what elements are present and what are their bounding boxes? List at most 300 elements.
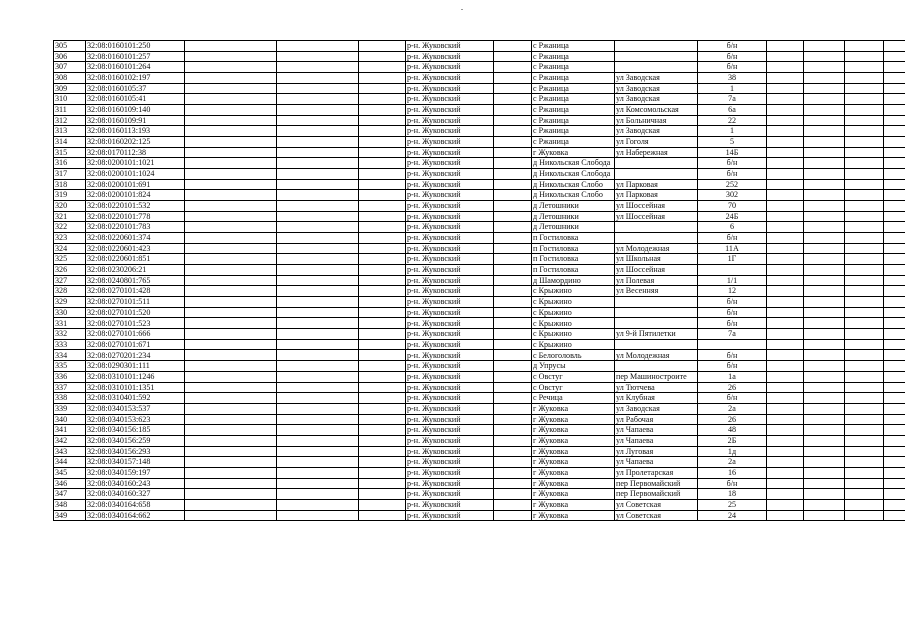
empty-cell bbox=[185, 94, 277, 105]
empty-cell bbox=[884, 105, 905, 116]
empty-cell bbox=[277, 147, 359, 158]
street-cell: ул Весенняя bbox=[615, 286, 698, 297]
empty-cell bbox=[767, 297, 804, 308]
empty-cell bbox=[185, 329, 277, 340]
empty-cell bbox=[359, 105, 406, 116]
street-cell: ул Пролетарская bbox=[615, 467, 698, 478]
row-number-cell: 345 bbox=[54, 467, 86, 478]
empty-cell bbox=[767, 265, 804, 276]
empty-cell bbox=[359, 222, 406, 233]
table-row bbox=[54, 211, 905, 222]
house-number-cell: 18 bbox=[698, 489, 767, 500]
empty-cell bbox=[884, 147, 905, 158]
house-number-cell: 6 bbox=[698, 222, 767, 233]
empty-cell bbox=[767, 137, 804, 148]
empty-cell bbox=[277, 467, 359, 478]
empty-cell bbox=[494, 425, 532, 436]
empty-cell bbox=[359, 446, 406, 457]
empty-cell bbox=[185, 307, 277, 318]
empty-cell bbox=[185, 233, 277, 244]
empty-cell bbox=[494, 467, 532, 478]
empty-cell bbox=[359, 83, 406, 94]
district-cell: р-н. Жуковский bbox=[406, 467, 494, 478]
cadastral-number-cell: 32:08:0340159:197 bbox=[86, 467, 185, 478]
empty-cell bbox=[845, 41, 884, 52]
row-number-cell: 340 bbox=[54, 414, 86, 425]
cadastral-number-cell: 32:08:0340157:148 bbox=[86, 457, 185, 468]
empty-cell bbox=[767, 489, 804, 500]
house-number-cell: б/н bbox=[698, 169, 767, 180]
empty-cell bbox=[185, 169, 277, 180]
empty-cell bbox=[767, 222, 804, 233]
empty-cell bbox=[804, 371, 845, 382]
empty-cell bbox=[359, 179, 406, 190]
street-cell: ул Шоссейная bbox=[615, 211, 698, 222]
empty-cell bbox=[884, 73, 905, 84]
district-cell: р-н. Жуковский bbox=[406, 41, 494, 52]
locality-cell: г Жуковка bbox=[532, 435, 615, 446]
row-number-cell: 336 bbox=[54, 371, 86, 382]
empty-cell bbox=[767, 286, 804, 297]
empty-cell bbox=[185, 478, 277, 489]
empty-cell bbox=[845, 435, 884, 446]
house-number-cell: 1Г bbox=[698, 254, 767, 265]
cadastral-number-cell: 32:08:0220601:851 bbox=[86, 254, 185, 265]
empty-cell bbox=[359, 307, 406, 318]
table-row bbox=[54, 41, 905, 52]
empty-cell bbox=[767, 467, 804, 478]
row-number-cell: 322 bbox=[54, 222, 86, 233]
locality-cell: г Жуковка bbox=[532, 147, 615, 158]
empty-cell bbox=[845, 243, 884, 254]
district-cell: р-н. Жуковский bbox=[406, 499, 494, 510]
empty-cell bbox=[359, 158, 406, 169]
empty-cell bbox=[845, 254, 884, 265]
table-row bbox=[54, 435, 905, 446]
row-number-cell: 328 bbox=[54, 286, 86, 297]
empty-cell bbox=[845, 371, 884, 382]
row-number-cell: 324 bbox=[54, 243, 86, 254]
cadastral-number-cell: 32:08:0270101:523 bbox=[86, 318, 185, 329]
empty-cell bbox=[277, 350, 359, 361]
empty-cell bbox=[845, 265, 884, 276]
locality-cell: п Гостиловка bbox=[532, 265, 615, 276]
street-cell: ул Чапаева bbox=[615, 457, 698, 468]
empty-cell bbox=[359, 41, 406, 52]
empty-cell bbox=[804, 51, 845, 62]
empty-cell bbox=[845, 350, 884, 361]
district-cell: р-н. Жуковский bbox=[406, 318, 494, 329]
empty-cell bbox=[494, 307, 532, 318]
district-cell: р-н. Жуковский bbox=[406, 94, 494, 105]
empty-cell bbox=[185, 499, 277, 510]
locality-cell: д Летошники bbox=[532, 211, 615, 222]
cadastral-number-cell: 32:08:0270201:234 bbox=[86, 350, 185, 361]
empty-cell bbox=[884, 222, 905, 233]
table-row bbox=[54, 393, 905, 404]
cadastral-number-cell: 32:08:0270101:520 bbox=[86, 307, 185, 318]
empty-cell bbox=[767, 158, 804, 169]
house-number-cell: 2а bbox=[698, 403, 767, 414]
row-number-cell: 315 bbox=[54, 147, 86, 158]
locality-cell: с Ржаница bbox=[532, 73, 615, 84]
table-row bbox=[54, 382, 905, 393]
empty-cell bbox=[767, 361, 804, 372]
empty-cell bbox=[185, 446, 277, 457]
empty-cell bbox=[277, 233, 359, 244]
cadastral-number-cell: 32:08:0200101:691 bbox=[86, 179, 185, 190]
empty-cell bbox=[845, 126, 884, 137]
empty-cell bbox=[804, 126, 845, 137]
row-number-cell: 305 bbox=[54, 41, 86, 52]
locality-cell: п Гостиловка bbox=[532, 243, 615, 254]
empty-cell bbox=[884, 94, 905, 105]
empty-cell bbox=[359, 73, 406, 84]
empty-cell bbox=[884, 435, 905, 446]
row-number-cell: 329 bbox=[54, 297, 86, 308]
empty-cell bbox=[884, 393, 905, 404]
empty-cell bbox=[277, 201, 359, 212]
locality-cell: с Ржаница bbox=[532, 137, 615, 148]
row-number-cell: 330 bbox=[54, 307, 86, 318]
row-number-cell: 319 bbox=[54, 190, 86, 201]
empty-cell bbox=[277, 243, 359, 254]
empty-cell bbox=[884, 254, 905, 265]
empty-cell bbox=[494, 329, 532, 340]
district-cell: р-н. Жуковский bbox=[406, 382, 494, 393]
empty-cell bbox=[845, 275, 884, 286]
row-number-cell: 344 bbox=[54, 457, 86, 468]
empty-cell bbox=[767, 233, 804, 244]
empty-cell bbox=[185, 435, 277, 446]
house-number-cell: 24 bbox=[698, 510, 767, 521]
street-cell: ул Молодежная bbox=[615, 350, 698, 361]
row-number-cell: 316 bbox=[54, 158, 86, 169]
empty-cell bbox=[277, 275, 359, 286]
empty-cell bbox=[185, 467, 277, 478]
table-row bbox=[54, 222, 905, 233]
table-row bbox=[54, 361, 905, 372]
locality-cell: с Ржаница bbox=[532, 94, 615, 105]
row-number-cell: 342 bbox=[54, 435, 86, 446]
empty-cell bbox=[845, 62, 884, 73]
table-row bbox=[54, 115, 905, 126]
empty-cell bbox=[494, 382, 532, 393]
empty-cell bbox=[185, 254, 277, 265]
empty-cell bbox=[884, 201, 905, 212]
empty-cell bbox=[884, 467, 905, 478]
district-cell: р-н. Жуковский bbox=[406, 307, 494, 318]
empty-cell bbox=[359, 201, 406, 212]
locality-cell: д Летошники bbox=[532, 222, 615, 233]
empty-cell bbox=[845, 361, 884, 372]
empty-cell bbox=[277, 371, 359, 382]
cadastral-number-cell: 32:08:0270101:671 bbox=[86, 339, 185, 350]
locality-cell: г Жуковка bbox=[532, 425, 615, 436]
empty-cell bbox=[359, 393, 406, 404]
district-cell: р-н. Жуковский bbox=[406, 393, 494, 404]
table-row bbox=[54, 265, 905, 276]
street-cell: ул Набережная bbox=[615, 147, 698, 158]
cadastral-number-cell: 32:08:0340164:658 bbox=[86, 499, 185, 510]
empty-cell bbox=[845, 403, 884, 414]
empty-cell bbox=[845, 457, 884, 468]
empty-cell bbox=[884, 275, 905, 286]
empty-cell bbox=[359, 435, 406, 446]
house-number-cell: б/н bbox=[698, 393, 767, 404]
empty-cell bbox=[185, 425, 277, 436]
empty-cell bbox=[185, 393, 277, 404]
row-number-cell: 308 bbox=[54, 73, 86, 84]
empty-cell bbox=[277, 169, 359, 180]
house-number-cell: 2а bbox=[698, 457, 767, 468]
locality-cell: д Упрусы bbox=[532, 361, 615, 372]
empty-cell bbox=[359, 382, 406, 393]
empty-cell bbox=[185, 222, 277, 233]
cadastral-number-cell: 32:08:0340153:537 bbox=[86, 403, 185, 414]
house-number-cell: 7а bbox=[698, 329, 767, 340]
empty-cell bbox=[277, 222, 359, 233]
locality-cell: г Жуковка bbox=[532, 510, 615, 521]
table-row bbox=[54, 307, 905, 318]
empty-cell bbox=[494, 51, 532, 62]
street-cell: ул Советская bbox=[615, 510, 698, 521]
district-cell: р-н. Жуковский bbox=[406, 158, 494, 169]
empty-cell bbox=[494, 137, 532, 148]
empty-cell bbox=[277, 425, 359, 436]
cadastral-number-cell: 32:08:0160105:41 bbox=[86, 94, 185, 105]
house-number-cell bbox=[698, 265, 767, 276]
empty-cell bbox=[804, 339, 845, 350]
table-row bbox=[54, 233, 905, 244]
empty-cell bbox=[884, 489, 905, 500]
empty-cell bbox=[767, 499, 804, 510]
district-cell: р-н. Жуковский bbox=[406, 275, 494, 286]
cadastral-number-cell: 32:08:0200101:1021 bbox=[86, 158, 185, 169]
cadastral-number-cell: 32:08:0220101:778 bbox=[86, 211, 185, 222]
empty-cell bbox=[494, 147, 532, 158]
cadastral-number-cell: 32:08:0160109:91 bbox=[86, 115, 185, 126]
table-row bbox=[54, 158, 905, 169]
locality-cell: с Ржаница bbox=[532, 126, 615, 137]
empty-cell bbox=[804, 211, 845, 222]
house-number-cell: 2Б bbox=[698, 435, 767, 446]
row-number-cell: 314 bbox=[54, 137, 86, 148]
district-cell: р-н. Жуковский bbox=[406, 137, 494, 148]
empty-cell bbox=[185, 350, 277, 361]
empty-cell bbox=[359, 350, 406, 361]
street-cell: ул Больничная bbox=[615, 115, 698, 126]
district-cell: р-н. Жуковский bbox=[406, 254, 494, 265]
empty-cell bbox=[845, 51, 884, 62]
row-number-cell: 325 bbox=[54, 254, 86, 265]
empty-cell bbox=[845, 489, 884, 500]
locality-cell: г Жуковка bbox=[532, 489, 615, 500]
empty-cell bbox=[804, 115, 845, 126]
empty-cell bbox=[804, 94, 845, 105]
empty-cell bbox=[804, 425, 845, 436]
cadastral-number-cell: 32:08:0160101:264 bbox=[86, 62, 185, 73]
empty-cell bbox=[804, 83, 845, 94]
empty-cell bbox=[804, 329, 845, 340]
table-row bbox=[54, 94, 905, 105]
street-cell bbox=[615, 51, 698, 62]
empty-cell bbox=[767, 403, 804, 414]
row-number-cell: 320 bbox=[54, 201, 86, 212]
locality-cell: с Ржаница bbox=[532, 41, 615, 52]
house-number-cell: б/н bbox=[698, 318, 767, 329]
locality-cell: с Крыжино bbox=[532, 286, 615, 297]
empty-cell bbox=[494, 211, 532, 222]
empty-cell bbox=[845, 105, 884, 116]
empty-cell bbox=[185, 190, 277, 201]
street-cell: ул Молодежная bbox=[615, 243, 698, 254]
table-row bbox=[54, 467, 905, 478]
empty-cell bbox=[884, 425, 905, 436]
district-cell: р-н. Жуковский bbox=[406, 115, 494, 126]
empty-cell bbox=[359, 329, 406, 340]
empty-cell bbox=[845, 307, 884, 318]
empty-cell bbox=[767, 254, 804, 265]
empty-cell bbox=[359, 62, 406, 73]
table-row bbox=[54, 73, 905, 84]
empty-cell bbox=[359, 51, 406, 62]
empty-cell bbox=[185, 83, 277, 94]
empty-cell bbox=[277, 361, 359, 372]
cadastral-number-cell: 32:08:0160101:250 bbox=[86, 41, 185, 52]
empty-cell bbox=[884, 318, 905, 329]
empty-cell bbox=[845, 222, 884, 233]
empty-cell bbox=[494, 489, 532, 500]
house-number-cell: б/н bbox=[698, 41, 767, 52]
empty-cell bbox=[277, 126, 359, 137]
district-cell: р-н. Жуковский bbox=[406, 83, 494, 94]
empty-cell bbox=[884, 51, 905, 62]
locality-cell: с Крыжино bbox=[532, 297, 615, 308]
locality-cell: г Жуковка bbox=[532, 478, 615, 489]
house-number-cell: 5 bbox=[698, 137, 767, 148]
table-row bbox=[54, 137, 905, 148]
empty-cell bbox=[804, 190, 845, 201]
table-row bbox=[54, 190, 905, 201]
row-number-cell: 327 bbox=[54, 275, 86, 286]
row-number-cell: 309 bbox=[54, 83, 86, 94]
table-row bbox=[54, 62, 905, 73]
locality-cell: д Никольская Слобода bbox=[532, 158, 615, 169]
empty-cell bbox=[185, 137, 277, 148]
empty-cell bbox=[277, 435, 359, 446]
empty-cell bbox=[767, 147, 804, 158]
house-number-cell: б/н bbox=[698, 233, 767, 244]
empty-cell bbox=[884, 499, 905, 510]
street-cell: ул Полевая bbox=[615, 275, 698, 286]
table-row bbox=[54, 254, 905, 265]
house-number-cell: б/н bbox=[698, 62, 767, 73]
empty-cell bbox=[359, 403, 406, 414]
empty-cell bbox=[804, 307, 845, 318]
empty-cell bbox=[845, 318, 884, 329]
empty-cell bbox=[185, 403, 277, 414]
table-row bbox=[54, 105, 905, 116]
empty-cell bbox=[494, 126, 532, 137]
locality-cell: п Гостиловка bbox=[532, 254, 615, 265]
empty-cell bbox=[884, 211, 905, 222]
empty-cell bbox=[185, 158, 277, 169]
district-cell: р-н. Жуковский bbox=[406, 297, 494, 308]
house-number-cell: 14Б bbox=[698, 147, 767, 158]
locality-cell: с Овстуг bbox=[532, 371, 615, 382]
district-cell: р-н. Жуковский bbox=[406, 201, 494, 212]
district-cell: р-н. Жуковский bbox=[406, 73, 494, 84]
cadastral-number-cell: 32:08:0230206:21 bbox=[86, 265, 185, 276]
house-number-cell: 7а bbox=[698, 94, 767, 105]
empty-cell bbox=[277, 105, 359, 116]
cadastral-number-cell: 32:08:0220101:532 bbox=[86, 201, 185, 212]
empty-cell bbox=[845, 393, 884, 404]
empty-cell bbox=[277, 94, 359, 105]
street-cell: ул Школьная bbox=[615, 254, 698, 265]
empty-cell bbox=[359, 211, 406, 222]
empty-cell bbox=[845, 233, 884, 244]
empty-cell bbox=[277, 41, 359, 52]
empty-cell bbox=[804, 457, 845, 468]
empty-cell bbox=[804, 265, 845, 276]
empty-cell bbox=[494, 414, 532, 425]
empty-cell bbox=[884, 115, 905, 126]
empty-cell bbox=[494, 265, 532, 276]
empty-cell bbox=[884, 286, 905, 297]
empty-cell bbox=[494, 222, 532, 233]
empty-cell bbox=[359, 361, 406, 372]
row-number-cell: 321 bbox=[54, 211, 86, 222]
street-cell: ул 9-й Пятилетки bbox=[615, 329, 698, 340]
cadastral-number-cell: 32:08:0270101:428 bbox=[86, 286, 185, 297]
empty-cell bbox=[185, 457, 277, 468]
district-cell: р-н. Жуковский bbox=[406, 371, 494, 382]
empty-cell bbox=[494, 83, 532, 94]
empty-cell bbox=[845, 382, 884, 393]
house-number-cell: 1/1 bbox=[698, 275, 767, 286]
row-number-cell: 306 bbox=[54, 51, 86, 62]
table-row bbox=[54, 478, 905, 489]
empty-cell bbox=[494, 446, 532, 457]
row-number-cell: 333 bbox=[54, 339, 86, 350]
empty-cell bbox=[494, 510, 532, 521]
street-cell bbox=[615, 169, 698, 180]
empty-cell bbox=[277, 489, 359, 500]
locality-cell: д Никольская Слобо bbox=[532, 179, 615, 190]
table-row bbox=[54, 339, 905, 350]
cadastral-number-cell: 32:08:0270101:666 bbox=[86, 329, 185, 340]
empty-cell bbox=[767, 414, 804, 425]
empty-cell bbox=[884, 329, 905, 340]
locality-cell: г Жуковка bbox=[532, 457, 615, 468]
empty-cell bbox=[804, 393, 845, 404]
empty-cell bbox=[845, 83, 884, 94]
locality-cell: с Ржаница bbox=[532, 115, 615, 126]
house-number-cell: б/н bbox=[698, 478, 767, 489]
empty-cell bbox=[494, 435, 532, 446]
district-cell: р-н. Жуковский bbox=[406, 425, 494, 436]
table-row bbox=[54, 201, 905, 212]
cadastral-number-cell: 32:08:0310101:1246 bbox=[86, 371, 185, 382]
empty-cell bbox=[185, 115, 277, 126]
empty-cell bbox=[804, 489, 845, 500]
house-number-cell: 6а bbox=[698, 105, 767, 116]
district-cell: р-н. Жуковский bbox=[406, 489, 494, 500]
empty-cell bbox=[185, 51, 277, 62]
empty-cell bbox=[767, 73, 804, 84]
